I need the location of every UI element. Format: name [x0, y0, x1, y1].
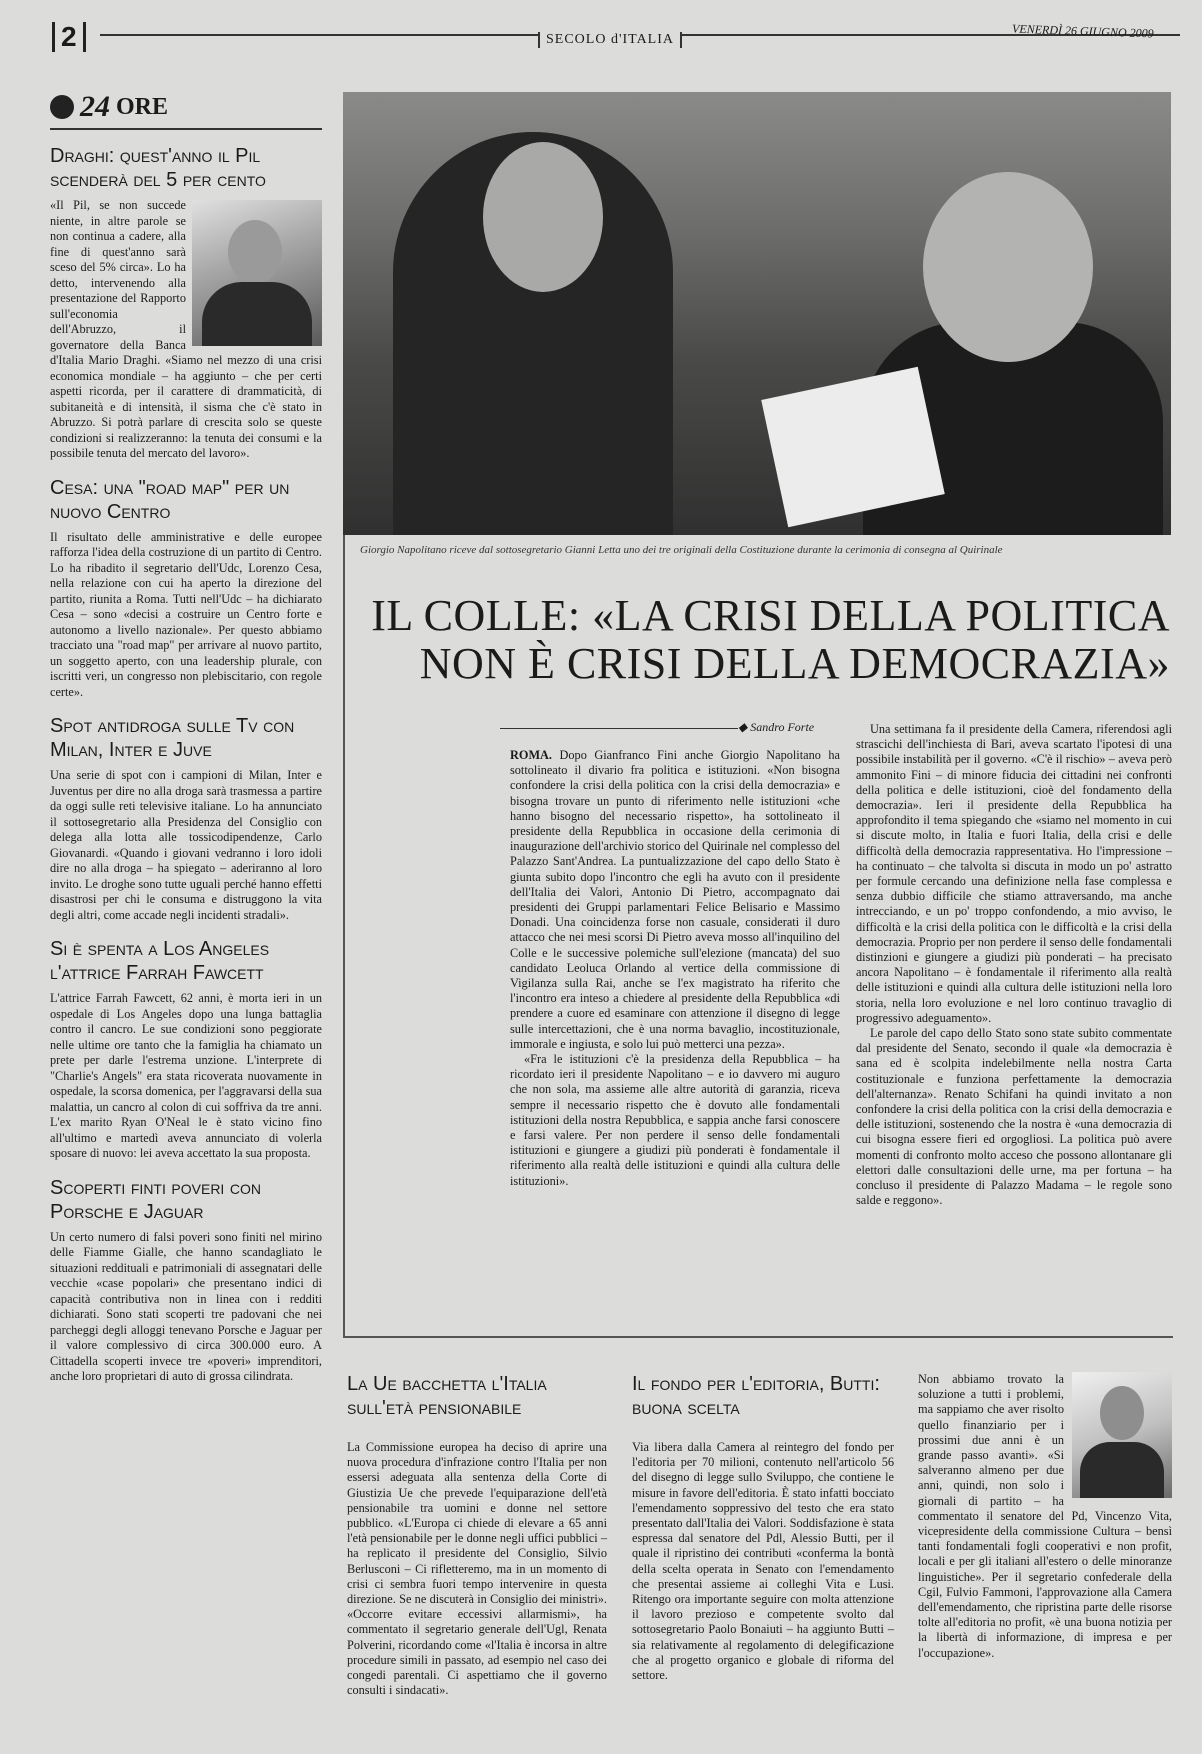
article-title: Draghi: quest'anno il Pil scenderà del 5 per cento: [50, 145, 266, 191]
photo-caption: Giorgio Napolitano riceve dal sottosegretario Gianni Letta uno dei tre originali della Costituzione durante la cerimonia di consegna al Quirinale: [360, 544, 1003, 556]
article-body: L'attrice Farrah Fawcett, 62 anni, è morta ieri in un ospedale di Los Angeles dopo una lunga battaglia contro il cancro. Le sue condizioni sono peggiorate nelle ultime ore tanto che la famiglia ha chiamato un prete per darle l'estrema unzione. L'interprete di "Charlie's Angels" era stata ricoverata nuovamente in ospedale, la scorsa domenica, per l'aggravarsi della sua malattia, un cancro al colon di cui soffriva da tre anni. L'ex marito Ryan O'Neal le è stato vicino fino all'ultimo e martedì aveva annunciato di volerla sposare di nuovo: lei aveva accettato la sua proposta.: [50, 991, 322, 1160]
main-column-2: Una settimana fa il presidente della Camera, riferendosi agli strascichi dell'inchiesta di Bari, aveva scartato l'ipotesi di una possibile instabilità per il governo. «C'è il rischio» – aveva però ammonito Fini – di minore fiducia dei cittadini nei confronti della politica e delle istituzioni, cioè del fondamento della democrazia». Ieri il presidente della Repubblica ha approfondito il tema spiegando che «siamo nel momento in cui si discute molto, in Italia e fuori Italia, della crisi e delle difficoltà della democrazia rappresentativa. Ho l'impressione – ha continuato – che talvolta si discuta in modo un po' astratto per formule cercando una definizione nella fase complessa e senza dubbio difficile che stiamo attraversando, ma anche intrecciando, e un po' troppo confondendo, a mio avviso, le difficoltà e la crisi della politica con le difficoltà e la crisi della democrazia. Proprio per non perdere il senso delle fondamentali distinzioni e giungere a giudizi più ponderati – ha precisato ancora Napolitano – è fondamentale il riferimento alla realtà delle istituzioni e quindi alla cultura delle istituzioni nella loro storia, nella loro evoluzione e nel loro continuo travaglio di progressivo adeguamento». Le parole del capo dello Stato sono state subito commentate dal presidente del Senato, secondo il quale «la democrazia è sana ed è scolpita indelebilmente nella nostra Carta costituzionale e funziona perfettamente la democrazia dell'alternanza». Renato Schifani ha quindi invitato a non confondere la crisi della politica con la crisi della democrazia e delle istituzioni, sostenendo che la nostra è «una democrazia di cui bisogna essere fieri ed orgogliosi. La politica può avere momenti di confronto molto acceso che possono allontanare gli elettori dalle consultazioni delle urne, ma per fortuna – ha concluso il presidente di Palazzo Madama – le regole sono salde e reggono».: [856, 722, 1172, 1208]
article-title: Cesa: una "road map" per un nuovo Centro: [50, 476, 290, 523]
article-title: Il fondo per l'editoria, Butti: buona scelta: [632, 1373, 880, 1419]
byline-rule: [500, 728, 738, 729]
masthead: SECOLO d'ITALIA: [538, 32, 682, 48]
article-title: La Ue bacchetta l'Italia sull'età pensionabile: [347, 1373, 547, 1419]
article-body: Il risultato delle amministrative e delle europee rafforza l'idea della costruzione di un partito di Centro. Lo ha ribadito il segretario dell'Udc, Lorenzo Cesa, nella relazione con cui ha aperto la direzione del partito, riunita a Roma. Tutti nell'Udc – ha dichiarato Cesa – sono «decisi a costruire un Centro forte e autonomo a livello nazionale». Per questo abbiamo tracciato una "road map" per arrivare al nuovo partito, un soggetto aperto, con una leadership plurale, con iscritti veri, un congresso non plebiscitario, con regole certe».: [50, 529, 322, 699]
page-number: 2: [52, 22, 86, 52]
main-photo: [343, 92, 1171, 535]
globe-icon: [50, 95, 74, 119]
article-body: La Commissione europea ha deciso di aprire una nuova procedura d'infrazione contro l'Italia per non essersi adeguata alla sentenza della Corte di Giustizia Ue che prevede l'equiparazione dell'età pensionabile tra uomini e donne nel settore pubblico. «L'Europa ci chiede di elevare a 65 anni l'età pensionabile per le donne negli uffici pubblici – ha replicato il presidente del Consiglio, Silvio Berlusconi – Ci rifletteremo, ma in un momento di crisi ci sembra fuori tempo intervenire in questa direzione. Se ne discuterà in Consiglio dei ministri». «Occorre evitare eccessivi allarmismi», ha commentato il segretario generale dell'Ugl, Renata Polverini, ricordando come «l'Italia è incorsa in altre procedure simili in passato, ad esempio nel caso dei congedi parentali. Ci aspettiamo che il governo consulti i sindacati».: [347, 1440, 607, 1698]
article-body: «Il Pil, se non succede niente, in altre parole se non continua a cadere, alla fine di quest'anno sarà sceso del 5% circa». Lo ha detto, intervenendo alla presentazione del Rapporto sull'economia dell'Abruzzo, il governatore della Banca d'Italia Mario Draghi. «Siamo nel mezzo di una crisi economica mondiale – ha aggiunto – che per certi aspetti ricorda, per il carattere di drammaticità, di subitaneità e di intensità, il sisma che c'è stato in Abruzzo. Si potrà parlare di crescita solo se queste condizioni si realizzeranno: la tenuta dei consumi e la possibile tenuta del mercato del lavoro».: [50, 198, 322, 460]
article-title: Spot antidroga sulle Tv con Milan, Inter e Juve: [50, 715, 295, 761]
rubric-logo: [50, 90, 322, 130]
article-body: Una serie di spot con i campioni di Milan, Inter e Juventus per dire no alla droga sarà trasmessa a partire da oggi sulle reti televisive italiane. Lo ha annunciato il sottosegretario alla Presidenza del Consiglio con delega alla lotta alle tossicodipendenze, Carlo Giovanardi. «Quando i giovani vedranno i loro idoli dire no alla droga – ha spiegato – aderiranno al loro invito. Le droghe sono tutte uguali perché hanno effetti disastrosi per chi le consuma e distruggono la vita degli altri, come accade negli incidenti stradali».: [50, 768, 322, 922]
article-title: Si è spenta a Los Angeles l'attrice Farrah Fawcett: [50, 938, 270, 984]
byline: ◆ Sandro Forte: [738, 720, 815, 734]
article-body: Via libera dalla Camera al reintegro del fondo per l'editoria per 70 milioni, contenuto nell'articolo 56 del disegno di legge sullo Sviluppo, che contiene le misure in favore dell'editoria. È stato infatti bocciato l'emendamento soppressivo del testo che era stato presentato dall'Italia dei Valori. Soddisfazione è stata espressa dal senatore del Pdl, Alessio Butti, per il quale il ripristino dei contributi «conferma la bontà della scelta operata in Senato con l'emendamento che presentai assieme ai colleghi Vita e Lusi. Ritengo ora importante seguire con molta attenzione il lavoro prezioso e competente svolto dal sottosegretario Paolo Bonaiuti – ha aggiunto Butti – sia relativamente al regolamento di delegificazione che al progetto organico e globale di riforma del settore.: [632, 1440, 894, 1683]
portrait-photo: [1072, 1372, 1172, 1498]
article-title: Scoperti finti poveri con Porsche e Jaguar: [50, 1176, 261, 1223]
article-body: Un certo numero di falsi poveri sono finiti nel mirino delle Fiamme Gialle, che hanno scandagliato le situazioni reddituali e patrimoniali di assegnatari delle vecchie «case popolari» che presentano indici di capacità contributiva non in linea con i redditi dichiarati. Sono stati scoperti tre padovani che nei parcheggi degli alloggi tenevano Porsche e Jaguar per il valore complessivo di circa 300.000 euro. A Cittadella scoperti invece tre «poveri» imprenditori, anche loro proprietari di auto di grossa cilindrata.: [50, 1229, 322, 1383]
portrait-photo: [192, 200, 322, 346]
rubric-number: 24: [80, 90, 110, 123]
article-body-continued: Non abbiamo trovato la soluzione a tutti i problemi, ma sappiamo che aver risolto quello finanziario per i prossimi due anni è un grande passo avanti». «Si salveranno almeno per due anni, quindi, non solo i giornali di partito – ha commentato il senatore del Pd, Vincenzo Vita, vicepresidente della commissione Cultura – bensì tanti fondamentali fogli cooperativi e non profit, locali e per gli italiani all'estero o delle minoranze linguistiche». Per il segretario confederale della Cgil, Fulvio Fammoni, l'approvazione alla Camera dell'emendamento, che ripristina parte delle risorse tolte all'editoria no profit, «è una buona notizia per la libertà di informazione, di impresa e per l'occupazione».: [918, 1372, 1172, 1660]
main-column-1: ROMA. Dopo Gianfranco Fini anche Giorgio Napolitano ha sottolineato il divario fra politica e istituzioni. «Non bisogna confondere la crisi della politica con la crisi della democrazia» e bisogna trovare un punto di riferimento nelle istituzioni «che hanno bisogno del necessario rispetto», ha sottolineato il presidente della Repubblica in occasione della cerimonia di inaugurazione dell'archivio storico del Quirinale nel complesso del Palazzo Sant'Andrea. La puntualizzazione del capo dello Stato è giunta subito dopo l'incontro che egli ha avuto con il presidente dell'Italia dei Valori, Antonio Di Pietro, accompagnato dai presidenti dei Gruppi parlamentari Felice Belisario e Massimo Donadi. Una coincidenza forse non casuale, considerati il duro attacco che nei mesi scorsi Di Pietro aveva mosso all'inquilino del Colle e le successive polemiche sull'elezione (mancata) del suo candidato Leoluca Orlando al vertice della commissione di Vigilanza sulla Rai, anche se l'ex magistrato ha riferito che l'incontro era inteso a chiedere al presidente della Repubblica «di prendere a cuore ed esaminare con attenzione il disegno di legge sulle intercettazioni, che è una norma bavaglio, incostituzionale, immorale e ingiusta, e solo lui può metterci una pezza». «Fra le istituzioni c'è la presidenza della Repubblica – ha ricordato ieri il presidente Napolitano – e io davvero mi auguro che non sola, ma assieme alle altre autorità di garanzia, riceva sempre il necessario rispetto che è dovuto alle fondamentali istituzioni della nostra Repubblica, e sappia anche farsi conoscere e farsi valere. Per non perdere il senso delle fondamentali istituzioni e giungere a giudizi più ponderati è fondamentale il riferimento alla realtà delle istituzioni e quindi alla cultura delle istituzioni».: [510, 748, 840, 1188]
rubric-label: ORE: [116, 93, 169, 120]
main-headline: IL COLLE: «LA CRISI DELLA POLITICA NON È CRISI DELLA DEMOCRAZIA»: [371, 591, 1170, 688]
left-news-column: [50, 90, 322, 1385]
issue-date: VENERDÌ 26 GIUGNO 2009: [1011, 21, 1154, 41]
